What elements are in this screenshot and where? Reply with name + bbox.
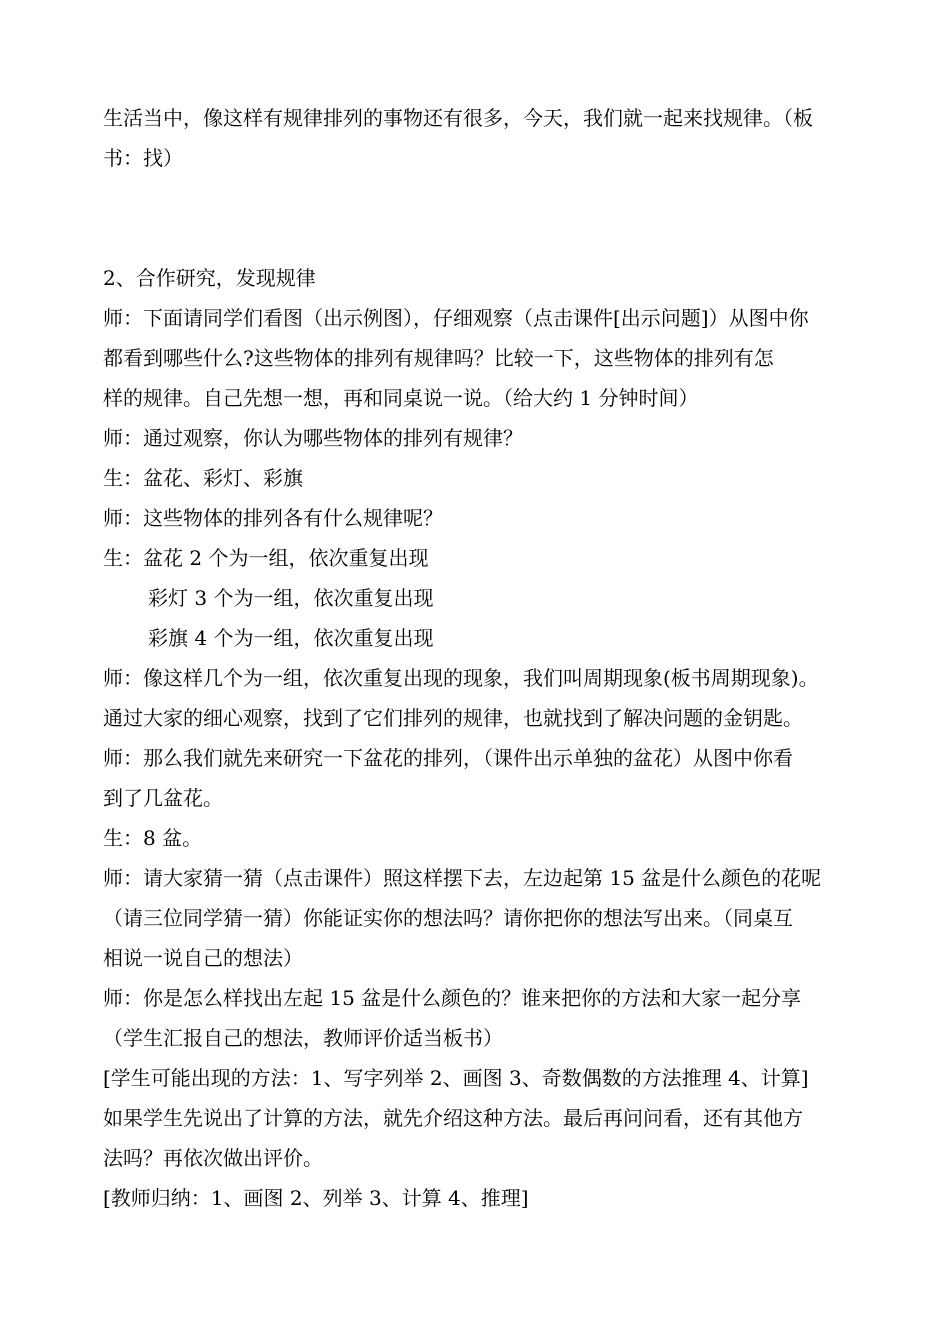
student-line-indented: 彩旗 4 个为一组，依次重复出现 bbox=[148, 626, 434, 650]
teacher-line: 师：下面请同学们看图（出示例图），仔细观察（点击课件[出示问题]）从图中你 bbox=[103, 306, 809, 330]
teacher-line-continued: 通过大家的细心观察，找到了它们排列的规律，也就找到了解决问题的金钥匙。 bbox=[103, 706, 803, 730]
student-line-indented: 彩灯 3 个为一组，依次重复出现 bbox=[148, 586, 434, 610]
teacher-summary-line: [教师归纳：1、画图 2、列举 3、计算 4、推理] bbox=[103, 1186, 529, 1210]
teacher-line-continued: 相说一说自己的想法） bbox=[103, 946, 303, 970]
teacher-line: 师：通过观察，你认为哪些物体的排列有规律？ bbox=[103, 426, 523, 450]
teacher-line: 师：你是怎么样找出左起 15 盆是什么颜色的？谁来把你的方法和大家一起分享 bbox=[103, 986, 802, 1010]
paragraph-intro-line-2: 书：找） bbox=[103, 146, 183, 170]
teacher-line: 师：那么我们就先来研究一下盆花的排列，（课件出示单独的盆花）从图中你看 bbox=[103, 746, 793, 770]
paragraph-intro-line-1: 生活当中，像这样有规律排列的事物还有很多，今天，我们就一起来找规律。（板 bbox=[103, 106, 813, 130]
teacher-line: 师：请大家猜一猜（点击课件）照这样摆下去，左边起第 15 盆是什么颜色的花呢 bbox=[103, 866, 822, 890]
teacher-line-continued: 到了几盆花。 bbox=[103, 786, 223, 810]
student-line: 生：8 盆。 bbox=[103, 826, 203, 850]
teacher-line: 师：像这样几个为一组，依次重复出现的现象，我们叫周期现象(板书周期现象)。 bbox=[103, 666, 819, 690]
teacher-line: 师：这些物体的排列各有什么规律呢？ bbox=[103, 506, 443, 530]
method-list-line: [学生可能出现的方法：1、写字列举 2、画图 3、奇数偶数的方法推理 4、计算] bbox=[103, 1066, 809, 1090]
paragraph-line: 法吗？再依次做出评价。 bbox=[103, 1146, 323, 1170]
teacher-line-continued: 都看到哪些什么?这些物体的排列有规律吗？比较一下，这些物体的排列有怎 bbox=[103, 346, 774, 370]
paragraph-line: 如果学生先说出了计算的方法，就先介绍这种方法。最后再问问看，还有其他方 bbox=[103, 1106, 803, 1130]
teacher-line-continued: （学生汇报自己的想法，教师评价适当板书） bbox=[103, 1026, 503, 1050]
student-line: 生：盆花、彩灯、彩旗 bbox=[103, 466, 303, 490]
teacher-line-continued: 样的规律。自己先想一想，再和同桌说一说。（给大约 1 分钟时间） bbox=[103, 386, 699, 410]
student-line: 生：盆花 2 个为一组，依次重复出现 bbox=[103, 546, 429, 570]
section-heading: 2、合作研究，发现规律 bbox=[103, 266, 316, 290]
teacher-line-continued: （请三位同学猜一猜）你能证实你的想法吗？请你把你的想法写出来。（同桌互 bbox=[103, 906, 793, 930]
